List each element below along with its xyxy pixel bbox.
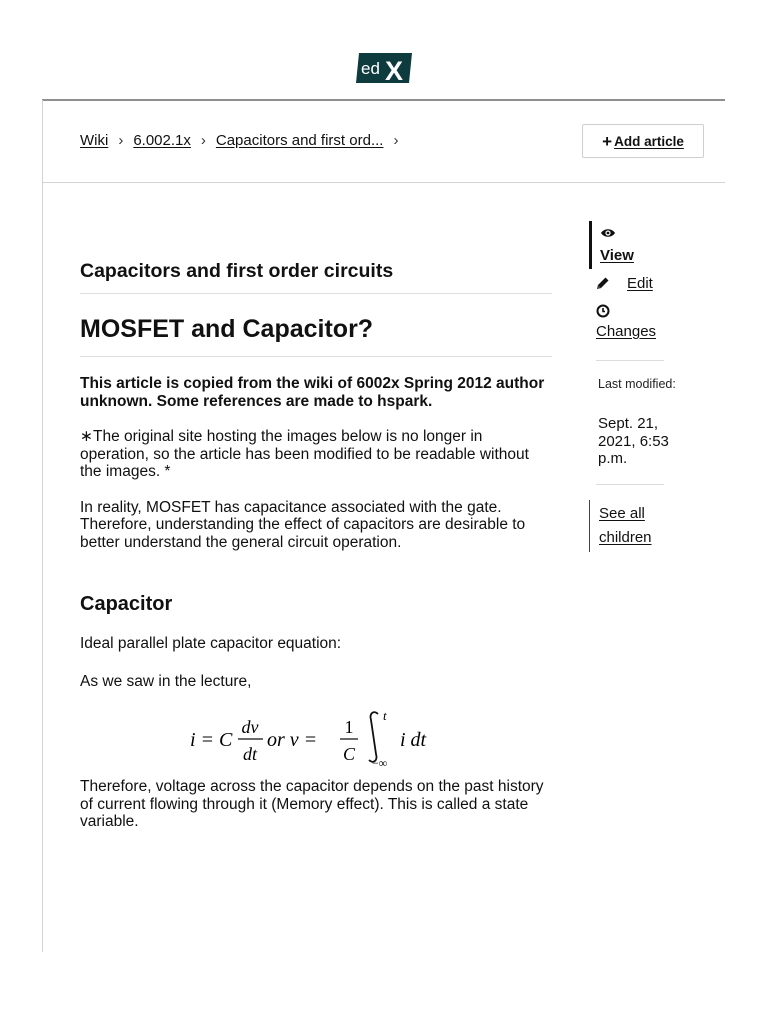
formula-frac1-den: dt bbox=[242, 744, 258, 764]
see-all-children-link[interactable] bbox=[589, 500, 679, 552]
nav-view[interactable] bbox=[589, 221, 679, 269]
breadcrumb-separator: › bbox=[200, 131, 206, 149]
formula-frac2-num: 1 bbox=[344, 717, 354, 737]
sidebar-divider bbox=[596, 484, 664, 485]
svg-text:X: X bbox=[385, 56, 404, 85]
eye-icon bbox=[600, 226, 616, 244]
ideal-capacitor-text: Ideal parallel plate capacitor equation: bbox=[80, 635, 342, 652]
nav-changes-label: Changes bbox=[596, 323, 657, 340]
article-content bbox=[80, 255, 552, 831]
article-note: ∗The original site hosting the images below is no longer in operation, so the article has been modified to be readable without the images. * bbox=[80, 428, 529, 480]
breadcrumb-divider bbox=[42, 182, 725, 183]
formula-integrand: i dt bbox=[400, 729, 427, 751]
formula-lhs: i = C bbox=[190, 729, 233, 751]
lecture-text: As we saw in the lecture, bbox=[80, 672, 252, 690]
see-all-indicator bbox=[589, 500, 590, 552]
add-article-label: Add article bbox=[614, 133, 684, 149]
plus-icon: + bbox=[602, 131, 613, 151]
state-variable-text: Therefore, voltage across the capacitor depends on the past history of current flowing through it (Memory effect). This is called a state variable. bbox=[80, 778, 544, 830]
last-modified-value: Sept. 21, 2021, 6:53 p.m. bbox=[598, 415, 669, 467]
article-intro: This article is copied from the wiki of 6002x Spring 2012 author unknown. Some references are made to hspark. bbox=[80, 375, 545, 410]
nav-edit-label: Edit bbox=[627, 275, 653, 292]
formula-upper-limit: t bbox=[383, 708, 387, 723]
see-all-children-label: See all children bbox=[599, 505, 652, 546]
pencil-icon bbox=[596, 276, 610, 295]
edx-logo[interactable] bbox=[355, 51, 413, 85]
breadcrumb-expand-chevron[interactable]: › bbox=[393, 131, 399, 149]
capacitor-formula bbox=[80, 708, 552, 768]
formula-graphic bbox=[188, 708, 448, 768]
active-indicator bbox=[589, 221, 592, 269]
add-article-button[interactable] bbox=[582, 124, 704, 158]
clock-icon bbox=[596, 304, 610, 323]
article-paragraph: In reality, MOSFET has capacitance associated with the gate. Therefore, understanding the effect of capacitors are desirable to better understand the general circuit operation. bbox=[80, 498, 526, 551]
sidebar-divider bbox=[596, 360, 664, 361]
breadcrumb-link-article-parent[interactable]: Capacitors and first ord... bbox=[215, 131, 384, 149]
breadcrumb bbox=[80, 130, 408, 150]
formula-mid: or v = bbox=[267, 729, 318, 751]
nav-view-label: View bbox=[600, 247, 634, 264]
top-bar bbox=[0, 0, 768, 100]
formula-frac1-num: dv bbox=[241, 717, 259, 737]
nav-edit[interactable] bbox=[596, 274, 676, 294]
formula-frac2-den: C bbox=[342, 744, 356, 764]
nav-changes[interactable] bbox=[596, 304, 681, 344]
breadcrumb-link-wiki[interactable]: Wiki bbox=[80, 131, 109, 149]
breadcrumb-link-course[interactable]: 6.002.1x bbox=[133, 131, 191, 149]
svg-text:ed: ed bbox=[361, 59, 380, 78]
header-divider bbox=[42, 99, 725, 101]
wiki-section-title: Capacitors and first order circuits bbox=[80, 258, 552, 294]
section-heading-capacitor: Capacitor bbox=[80, 593, 173, 615]
formula-lower-limit: −∞ bbox=[372, 756, 388, 768]
content-left-border bbox=[42, 100, 43, 952]
last-modified-label: Last modified: bbox=[598, 377, 676, 391]
article-title: MOSFET and Capacitor? bbox=[80, 312, 552, 357]
edx-logo-icon bbox=[355, 51, 413, 85]
integral-sign bbox=[369, 712, 378, 762]
breadcrumb-separator: › bbox=[118, 131, 124, 149]
